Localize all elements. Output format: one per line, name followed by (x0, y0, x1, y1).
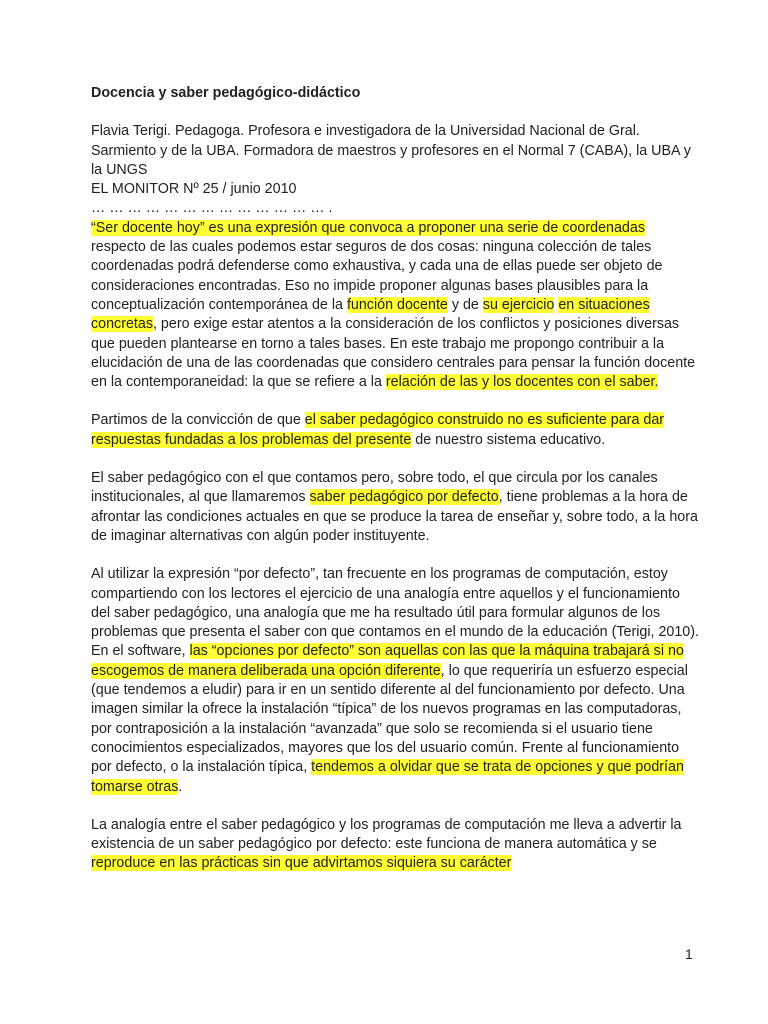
paragraph-segment: Al utilizar la expresión “por defecto”, tan frecuente en los programas de computación, estoy compartiendo con los lectores el ejercicio de una analogía entre aquellos y el funcionamiento del saber pedagógico, una analogía que me ha resultado útil para formular algunos de los problemas que presenta el saber con que contamos en el mundo de la educación (Terigi, 2010). En el software, (91, 566, 699, 660)
paragraph-segment: . (178, 778, 183, 795)
paragraph-2 (91, 411, 701, 450)
paragraph-segment: , tiene problemas a la hora de afrontar las condiciones actuales en que se produce la tarea de enseñar y, sobre todo, a la hora de imaginar alternativas con algún poder instituyente. (91, 489, 698, 544)
paragraph-segment: Partimos de la convicción de que (91, 412, 305, 429)
paragraph-segment: saber pedagógico por defecto (309, 489, 499, 506)
ellipsis-line: … … … … … … … … … … … … … . (91, 200, 333, 217)
paragraph-segment: La analogía entre el saber pedagógico y los programas de computación me lleva a advertir la existencia de un saber pedagógico por defecto: este funciona de manera automática y se (91, 816, 682, 853)
page-number: 1 (685, 946, 693, 962)
paragraph-1 (91, 219, 701, 393)
paragraph-segment: reproduce en las prácticas sin que advirtamos siquiera su carácter (91, 855, 512, 872)
paragraph-segment: de nuestro sistema educativo. (411, 431, 606, 448)
paragraph-segment: , lo que requeriría un esfuerzo especial (que tendemos a eludir) para ir en un sentido diferente al del funcionamiento por defecto. Una imagen similar la ofrece la instalación “típica” de los nuevos programas en las computadoras, por contraposición a la instalación “avanzada” que solo se recomienda si el usuario tiene conocimientos especializados, mayores que los del usuario común. Frente al funcionamiento por defecto, o la instalación típica, (91, 662, 688, 776)
paragraph-segment: “Ser docente hoy” es una expresión que convoca a proponer una serie de coordenadas (91, 219, 645, 236)
paragraph-segment: el saber pedagógico construido no es suficiente para dar respuestas fundadas a los problemas del presente (91, 412, 665, 448)
paragraph-segment: función docente (346, 296, 448, 313)
paragraph-segment: tendemos a olvidar que se trata de opciones y que podrían tomarse otras (91, 759, 684, 795)
paragraph-5 (91, 816, 701, 874)
document-title: Docencia y saber pedagógico-didáctico (91, 85, 361, 101)
source-line: EL MONITOR Nº 25 / junio 2010 (91, 181, 297, 198)
paragraph-4 (91, 565, 701, 797)
document-body (91, 84, 701, 874)
paragraph-segment: su ejercicio (482, 296, 555, 313)
paragraph-segment: en situaciones concretas (91, 296, 650, 333)
paragraph-segment: El saber pedagógico con el que contamos pero, sobre todo, el que circula por los canales institucionales, al que llamaremos (91, 470, 658, 506)
paragraph-segment: las “opciones por defecto” son aquellas con las que la máquina trabajará si no escogemos de manera deliberada una opción diferente (91, 643, 684, 679)
paragraph-segment: y de (447, 296, 483, 313)
paragraph-3 (91, 469, 701, 546)
paragraph-segment: respecto de las cuales podemos estar seguros de dos cosas: ninguna colección de tales coordenadas podrá defenderse como exhaustiva, y cada una de ellas puede ser objeto de consideraciones encontradas. Eso no impide proponer algunas bases plausibles para la conceptualización contemporánea de la (91, 239, 663, 313)
author-line: Flavia Terigi. Pedagoga. Profesora e investigadora de la Universidad Nacional de Gral. Sarmiento y de la UBA. Formadora de maestros y profesores en el Normal 7 (CABA), la UBA y la UNGS (91, 123, 691, 178)
paragraph-segment: relación de las y los docentes con el saber. (385, 374, 659, 391)
paragraph-segment: , pero exige estar atentos a la consideración de los conflictos y posiciones diversas que pueden plantearse en torno a tales bases. En este trabajo me propongo contribuir a la elucidación de una de las coordenadas que considero centrales para pensar la función docente en la contemporaneidad: la que se refiere a la (91, 316, 696, 391)
